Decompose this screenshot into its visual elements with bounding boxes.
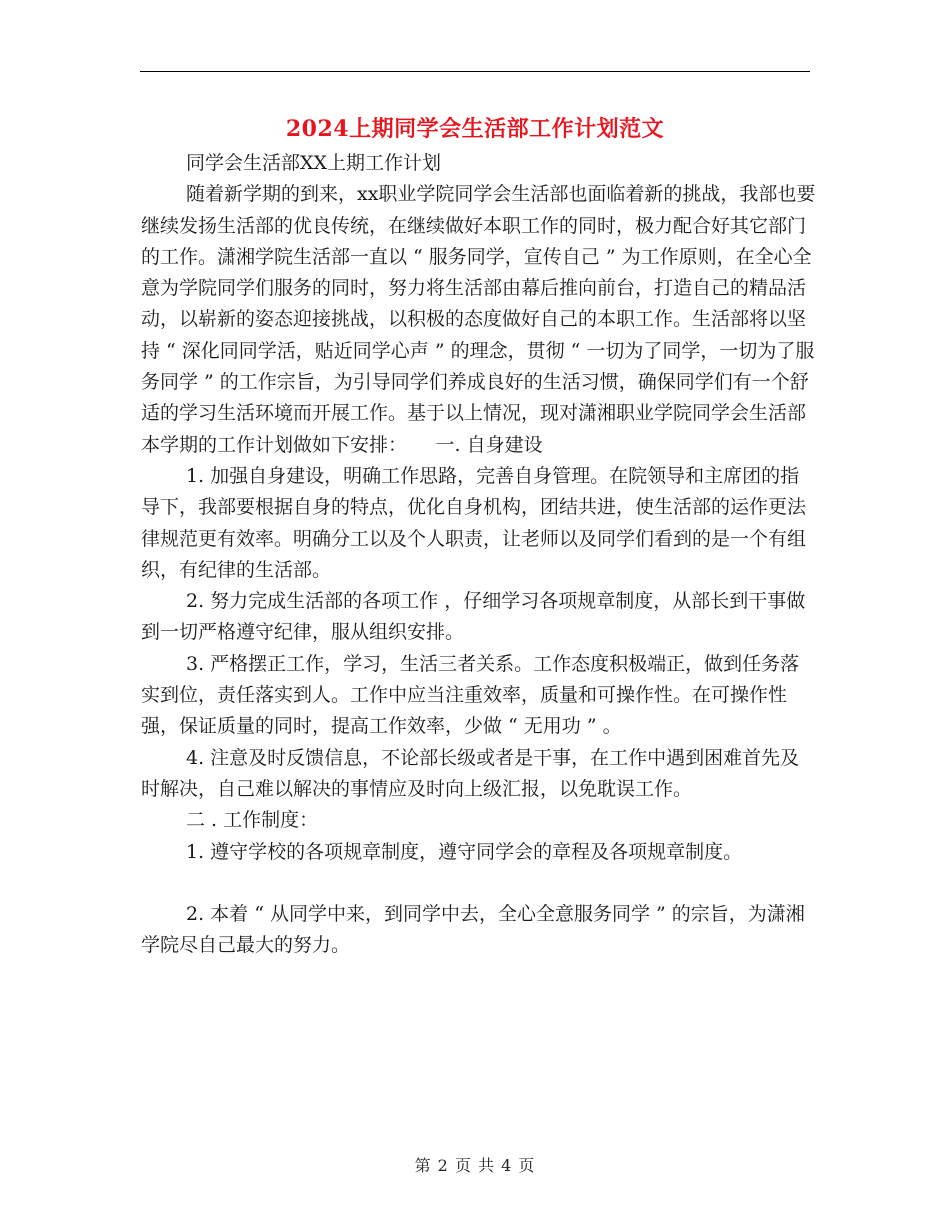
paragraph-rule-2: 2. 本着 “ 从同学中来，到同学中去，全心全意服务同学 ” 的宗旨，为潇湘学院尽自己最大的努力。 — [141, 902, 805, 957]
document-title: 2024上期同学会生活部工作计划范文 — [285, 116, 665, 142]
paragraph-item-4: 4. 注意及时反馈信息，不论部长级或者是干事，在工作中遇到困难首先及时解决，自己难以解决的事情应及时向上级汇报，以免耽误工作。 — [141, 746, 800, 800]
paragraph-item-1: 1. 加强自身建设，明确工作思路，完善自身管理。在院领导和主席团的指导下，我部要根据自身的特点，优化自身机构，团结共进，使生活部的运作更法律规范更有效率。明确分工以及个人职责，让老师以及同学们看到的是一个有组织，有纪律的生活部。 — [141, 464, 807, 581]
paragraph-item-3: 3. 严格摆正工作，学习，生活三者关系。工作态度积极端正，做到任务落实到位，责任落实到人。工作中应当注重效率，质量和可操作性。在可操作性强，保证质量的同时，提高工作效率，少做 “ 无用功 ” 。 — [141, 652, 800, 738]
paragraph-rule-1: 1. 遵守学校的各项规章制度，遵守同学会的章程及各项规章制度。 — [186, 840, 743, 863]
paragraph-spacer — [141, 868, 816, 899]
paragraph-item-2: 2. 努力完成生活部的各项工作 ，仔细学习各项规章制度，从部长到干事做到一切严格遵守纪律，服从组织安排。 — [141, 590, 806, 644]
section-heading-2: 二 . 工作制度： — [186, 809, 319, 832]
paragraph-subtitle: 同学会生活部XX上期工作计划 — [186, 152, 442, 174]
paragraph-intro: 随着新学期的到来，xx职业学院同学会生活部也面临着新的挑战，我部也要继续发扬生活部的优良传统，在继续做好本职工作的同时，极力配合好其它部门的工作。潇湘学院生活部一直以 “ 服务同学，宣传自己 ” 为工作原则，在全心全意为学院同学们服务的同时，努力将生活部由幕后推向前台，打造自己的精品活动，以崭新的姿态迎接挑战，以积极的态度做好自己的本职工作。生活部将以坚持 “ 深化同同学活，贴近同学心声 ” 的理念，贯彻 “ 一切为了同学，一切为了服务同学 ” 的工作宗旨，为引导同学们养成良好的生活习惯，确保同学们有一个舒适的学习生活环境而开展工作。基于以上情况，现对潇湘职业学院同学会生活部本学期的工作计划做如下安排： 一. 自身建设 — [141, 183, 816, 456]
document-body — [141, 148, 816, 961]
header-rule — [140, 71, 810, 72]
page-footer: 第 2 页 共 4 页 — [414, 1156, 536, 1175]
